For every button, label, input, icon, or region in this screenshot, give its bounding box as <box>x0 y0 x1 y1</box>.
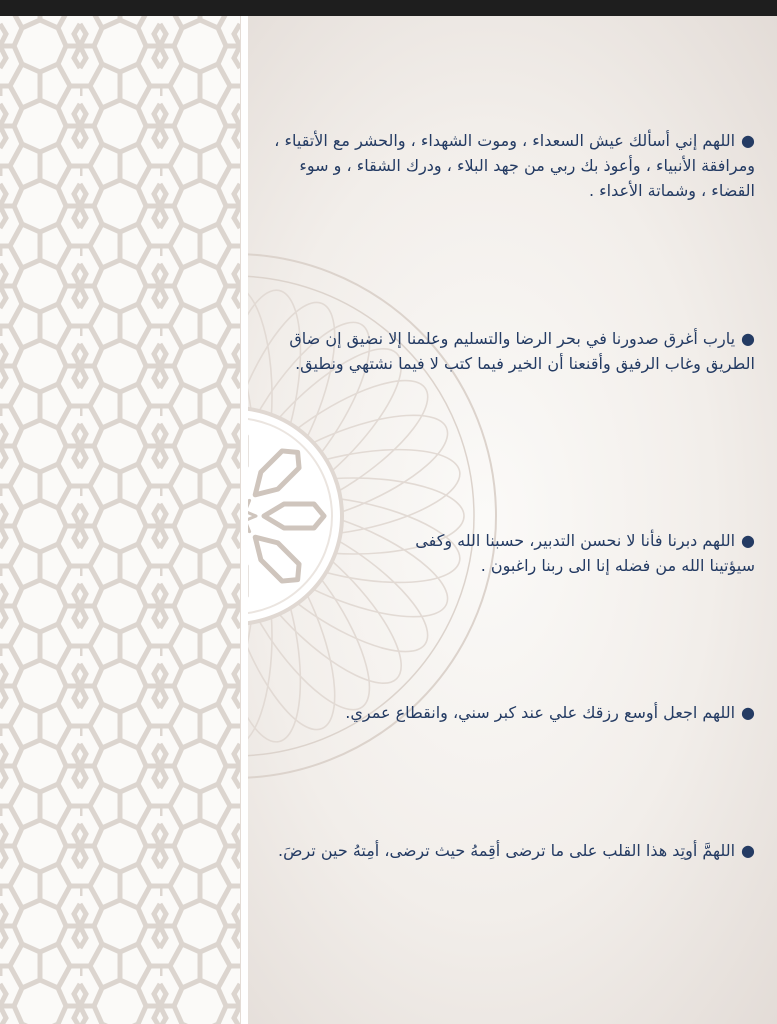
rosette-petal <box>248 326 254 535</box>
prayer-item <box>265 128 755 203</box>
prayer-text: اللهم دبرنا فأنا لا نحسن التدبير، حسبنا الله وكفى سيؤتينا الله من فضله إنا الى ربنا راغبون . <box>415 531 755 575</box>
geometric-lattice-icon <box>0 16 240 1024</box>
rosette-petal <box>248 503 260 728</box>
rosette-petal <box>248 357 446 542</box>
rosette-petal <box>248 283 269 514</box>
top-bar <box>0 0 777 16</box>
bullet-icon: ● <box>741 841 755 860</box>
rosette-petal <box>248 286 272 506</box>
decorative-pattern-panel <box>0 16 240 1024</box>
medallion-petal <box>248 529 306 588</box>
bullet-icon: ● <box>741 329 755 348</box>
medallion-petal <box>248 444 306 503</box>
prayer-item <box>265 838 755 863</box>
bullet-icon: ● <box>741 131 755 150</box>
prayer-text: اللهم اجعل أوسع رزقك علي عند كبر سني، وانقطاع عمري. <box>345 703 736 722</box>
rosette-petal <box>248 490 446 676</box>
bullet-icon: ● <box>741 703 755 722</box>
rosette-petal <box>248 283 316 514</box>
prayer-item <box>265 326 755 376</box>
bullet-icon: ● <box>741 531 755 550</box>
rosette-petal <box>248 496 254 705</box>
rosette-petal <box>248 393 461 547</box>
rosette-petal <box>248 304 260 529</box>
prayer-item <box>365 528 755 578</box>
prayer-text: اللهمَّ أوتِد هذا القلب على ما ترضى أقِمهُ حيث ترضى، أمِتهُ حين ترضَ. <box>278 841 736 860</box>
rosette-petal <box>248 289 265 521</box>
prayers-panel <box>248 16 777 1024</box>
octagram-medallion-icon <box>248 408 342 624</box>
prayer-text: يارب أغرق صدورنا في بحر الرضا والتسليم وعلمنا إلا نضيق إن ضاق الطريق وغاب الرفيق وأقنعنا أن الخير فيما كتب لا فيما نشتهي ونطيق. <box>289 329 755 373</box>
prayer-item <box>265 700 755 725</box>
prayer-text: اللهم إني أسألك عيش السعداء ، وموت الشهداء ، والحشر مع الأتقياء ، ومرافقة الأنبياء ، وأعوذ بك ربي من جهد البلاء ، ودرك الشقاء ، و سوء القضاء ، وشماتة الأعداء . <box>274 131 755 200</box>
rosette-petal <box>248 289 357 521</box>
rosette-petal <box>248 511 265 743</box>
medallion-petal <box>264 504 324 528</box>
medallion-star <box>248 494 256 538</box>
